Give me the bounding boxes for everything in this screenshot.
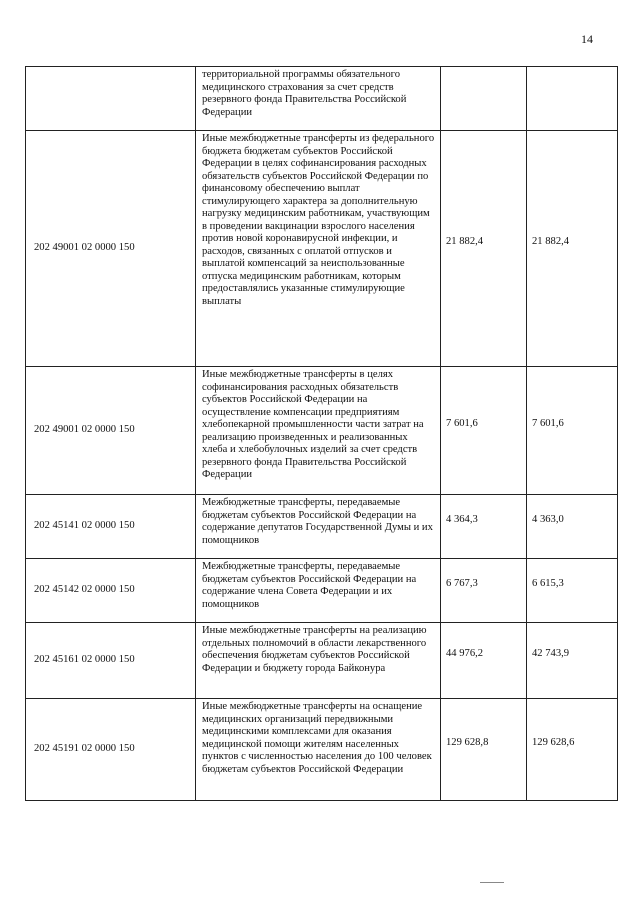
budget-code-cell: 202 45142 02 0000 150	[26, 559, 196, 623]
budget-code-cell	[26, 67, 196, 131]
amount-cell-1: 4 364,3	[441, 495, 527, 559]
scan-mark	[480, 882, 504, 883]
description-cell: территориальной программы обязательного медицинского страхования за счет средств резервного фонда Правительства Российской Федерации	[196, 67, 441, 131]
description-cell: Иные межбюджетные трансферты в целях софинансирования расходных обязательств субъектов Российской Федерации на осуществление компенсации предприятиям хлебопекарной промышленности части затрат на реализацию произведенных и реализованных хлеба и хлебобулочных изделий за счет средств резервного фонда Правительства Российской Федерации	[196, 367, 441, 495]
description-cell: Иные межбюджетные трансферты на реализацию отдельных полномочий в области лекарственного обеспечения бюджетам субъектов Российской Федерации и бюджету города Байконура	[196, 623, 441, 699]
budget-code-cell: 202 49001 02 0000 150	[26, 131, 196, 367]
amount-cell-2: 6 615,3	[527, 559, 618, 623]
amount-cell-1: 7 601,6	[441, 367, 527, 495]
page-number: 14	[581, 32, 593, 46]
amount-cell-2: 4 363,0	[527, 495, 618, 559]
description-cell: Иные межбюджетные трансферты из федерального бюджета бюджетам субъектов Российской Федерации в целях софинансирования расходных обязательств субъектов Российской Федерации по финансовому обеспечению выплат стимулирующего характера за дополнительную нагрузку медицинским работникам, участвующим в проведении вакцинации взрослого населения против новой коронавирусной инфекции, и расходов, связанных с оплатой отпусков и выплатой компенсаций за неиспользованные отпуска медицинским работникам, которым предоставлялись указанные стимулирующие выплаты	[196, 131, 441, 367]
budget-code-cell: 202 45191 02 0000 150	[26, 699, 196, 801]
budget-code-cell: 202 45161 02 0000 150	[26, 623, 196, 699]
amount-cell-2: 42 743,9	[527, 623, 618, 699]
description-cell: Межбюджетные трансферты, передаваемые бюджетам субъектов Российской Федерации на содержание члена Совета Федерации и их помощников	[196, 559, 441, 623]
table-row	[26, 367, 618, 495]
amount-cell-1: 129 628,8	[441, 699, 527, 801]
budget-code-cell: 202 49001 02 0000 150	[26, 367, 196, 495]
table-row	[26, 67, 618, 131]
amount-cell-2	[527, 67, 618, 131]
budget-code-cell: 202 45141 02 0000 150	[26, 495, 196, 559]
table-row	[26, 559, 618, 623]
amount-cell-2: 21 882,4	[527, 131, 618, 367]
table-row	[26, 623, 618, 699]
description-cell: Иные межбюджетные трансферты на оснащение медицинских организаций передвижными медицинскими комплексами для оказания медицинской помощи жителям населенных пунктов с численностью населения до 100 человек бюджетам субъектов Российской Федерации	[196, 699, 441, 801]
table-row	[26, 699, 618, 801]
amount-cell-1: 21 882,4	[441, 131, 527, 367]
description-cell: Межбюджетные трансферты, передаваемые бюджетам субъектов Российской Федерации на содержание депутатов Государственной Думы и их помощников	[196, 495, 441, 559]
amount-cell-2: 129 628,6	[527, 699, 618, 801]
amount-cell-1	[441, 67, 527, 131]
amount-cell-2: 7 601,6	[527, 367, 618, 495]
table-row	[26, 131, 618, 367]
amount-cell-1: 44 976,2	[441, 623, 527, 699]
table-row	[26, 495, 618, 559]
budget-transfers-table	[25, 66, 618, 801]
amount-cell-1: 6 767,3	[441, 559, 527, 623]
